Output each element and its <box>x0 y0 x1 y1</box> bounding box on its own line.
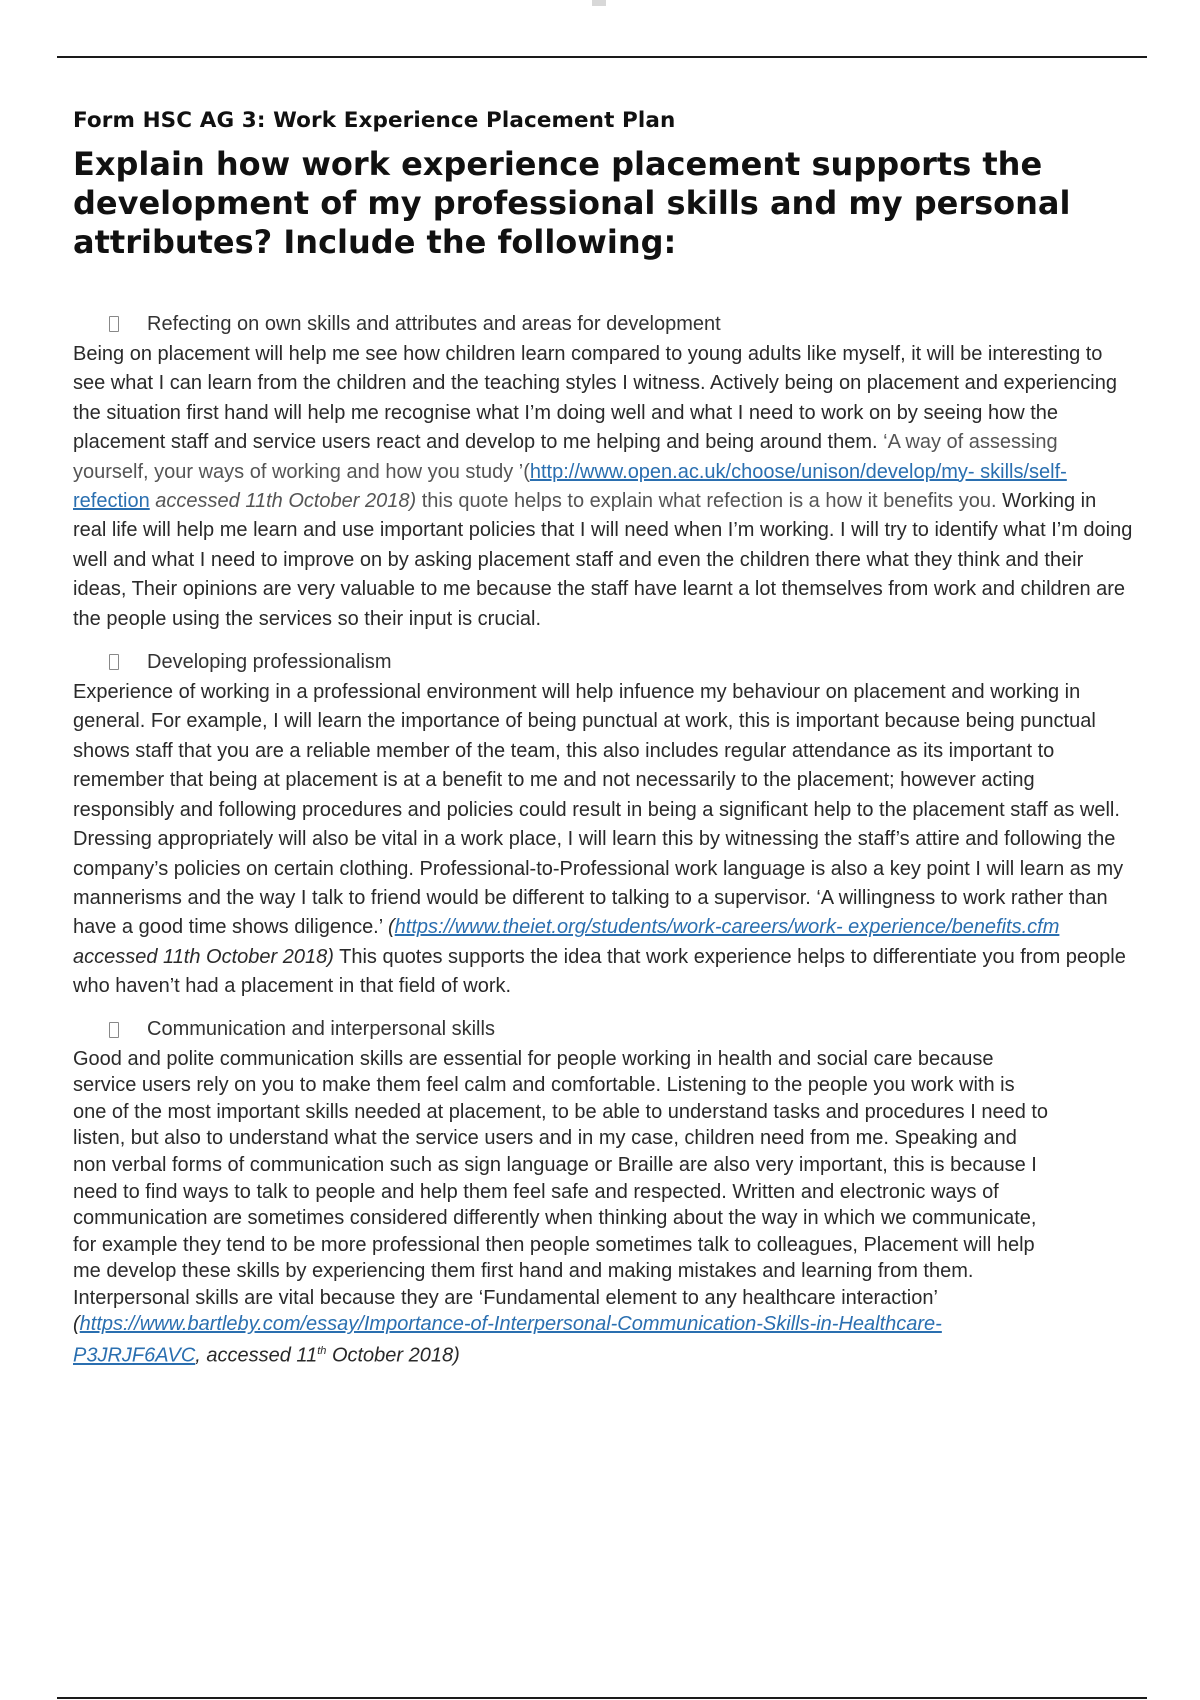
paragraph-text: Working in real life will help me learn and use important policies that I will need when I’m working. I will try to identify what I’m doing well and what I need to improve on by asking placement staff and even the children there what they think and their ideas, Their opinions are very valuable to me because the staff have learnt a lot themselves from work and children are the people using the services so their input is crucial. <box>73 490 1133 630</box>
bullet-label: Communication and interpersonal skills <box>147 1018 495 1041</box>
bullet-professionalism <box>109 648 1133 676</box>
paren: ( <box>388 916 395 939</box>
paren: ( <box>73 1313 80 1336</box>
citation-superscript: th <box>317 1345 327 1358</box>
citation-text: October 2018) <box>326 1344 460 1367</box>
document-body <box>73 108 1133 1383</box>
form-title: Form HSC AG 3: Work Experience Placement Plan <box>73 108 676 133</box>
reference-link[interactable]: https://www.bartleby.com/essay/Importance-of-Interpersonal-Communication-Skills-in-Healthcare-P3JRJF6AVC <box>73 1313 942 1367</box>
bullet-placeholder-icon <box>109 1022 119 1038</box>
bullet-placeholder-icon <box>109 316 119 332</box>
paragraph-professionalism <box>73 678 1133 1001</box>
paragraph-text: Good and polite communication skills are essential for people working in health and social care because service users rely on you to make them feel calm and comfortable. Listening to the people you work with is one of the most important skills needed at placement, to be able to understand tasks and procedures I need to listen, but also to understand what the service users and in my case, children need from me. Speaking and non verbal forms of communication such as sign language or Braille are also very important, this is because I need to find ways to talk to people and help them feel safe and respected. Written and electronic ways of communication are sometimes considered differently when thinking about the way in which we communicate, for example they tend to be more professional then people sometimes talk to colleagues, Placement will help me develop these skills by experiencing them first hand and making mistakes and learning from them. Interpersonal skills are vital because they are ‘Fundamental element to any healthcare interaction’ <box>73 1047 1049 1309</box>
paragraph-text: This quotes supports the idea that work experience helps to differentiate you from people who haven’t had a placement in that field of work. <box>73 945 1126 998</box>
page-top-marker <box>592 0 606 6</box>
paragraph-text: Being on placement will help me see how children learn compared to young adults like myself, it will be interesting to see what I can learn from the children and the teaching styles I witness. Actively being on placement and experiencing the situation first hand will help me recognise what I’m doing well and what I need to work on by seeing how the placement staff and service users react and develop to me helping and being around them. <box>73 343 1117 454</box>
header-rule <box>57 56 1147 58</box>
paragraph-communication <box>73 1046 1053 1370</box>
citation-text: , accessed 11 <box>195 1344 318 1367</box>
quote-text: ‘A way of assessing yourself, your ways of working and how you study ’( <box>73 431 1058 483</box>
bullet-placeholder-icon <box>109 654 119 670</box>
paragraph-text: this quote helps to explain what refection is a how it benefits you. <box>416 490 997 513</box>
question-heading: Explain how work experience placement supports the development of my professional skills and my personal attributes? Include the following: <box>73 145 1071 261</box>
citation-text: accessed 11th October 2018) <box>149 490 417 513</box>
bullet-communication <box>109 1016 1133 1044</box>
reference-link[interactable]: https://www.theiet.org/students/work-careers/work- experience/benefits.cfm <box>394 916 1060 939</box>
citation-text: accessed 11th October 2018) <box>73 945 334 968</box>
bullet-label: Developing professionalism <box>147 650 392 673</box>
footer-rule <box>57 1697 1147 1699</box>
reference-link[interactable]: http://www.open.ac.uk/choose/unison/develop/my- skills/self-refection <box>73 460 1067 513</box>
paragraph-text: Experience of working in a professional environment will help infuence my behaviour on placement and working in general. For example, I will learn the importance of being punctual at work, this is important because being punctual shows staff that you are a reliable member of the team, this also includes regular attendance as its important to remember that being at placement is at a benefit to me and not necessarily to the placement; however acting responsibly and following procedures and policies could result in being a significant help to the placement staff as well. Dressing appropriately will also be vital in a work place, I will learn this by witnessing the staff’s attire and following the company’s policies on certain clothing. Professional-to-Professional work language is also a key point I will learn as my mannerisms and the way I talk to friend would be different to talking to a supervisor. ‘A willingness to work rather than have a good time shows diligence.’ <box>73 681 1124 939</box>
bullet-reflecting <box>109 310 1133 338</box>
paragraph-reflecting <box>73 340 1133 634</box>
bullet-label: Refecting on own skills and attributes and areas for development <box>147 312 721 335</box>
